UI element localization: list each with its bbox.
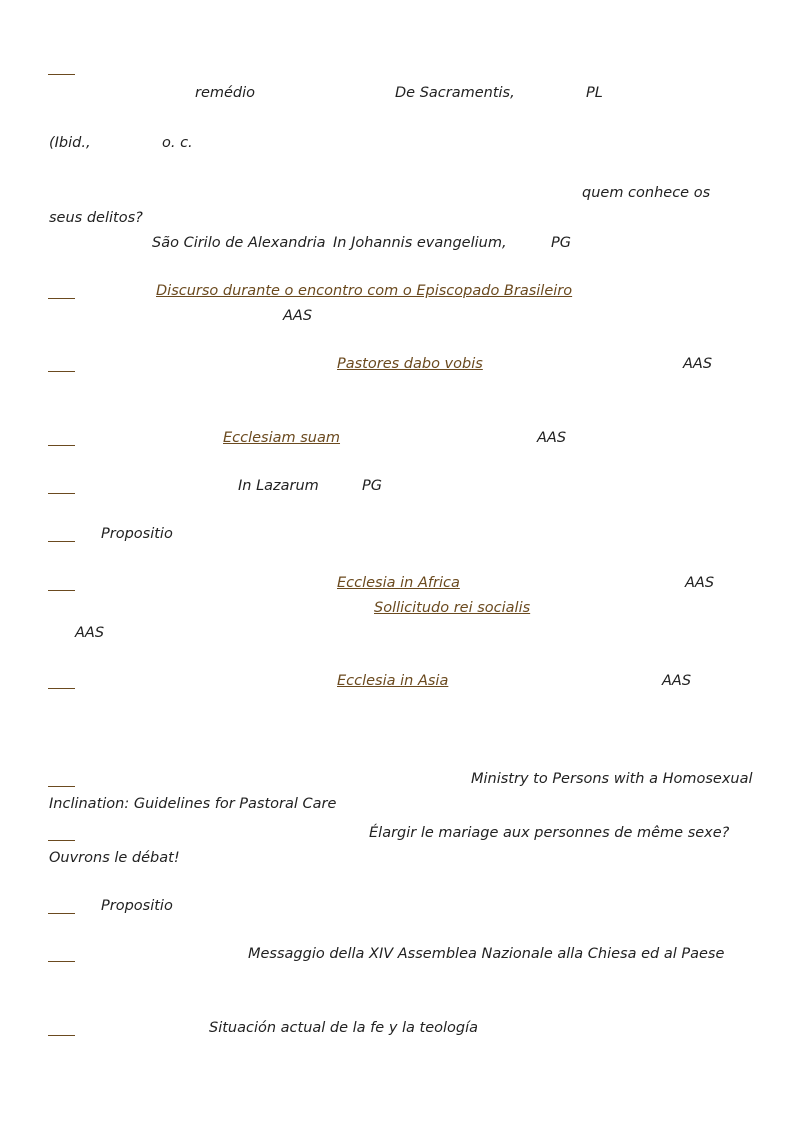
citation-fragment: seus delitos? [49, 210, 143, 226]
link-discurso[interactable]: Discurso durante o encontro com o Episcopado Brasileiro [156, 283, 573, 299]
footnote-rule [48, 74, 75, 75]
citation-title: In Lazarum [238, 478, 319, 494]
footnote-rule [48, 961, 75, 962]
citation-title: Élargir le mariage aux personnes de même sexe? [369, 825, 730, 841]
footnote-rule [48, 688, 75, 689]
citation-source: PG [551, 235, 571, 251]
citation-author: São Cirilo de Alexandria [152, 235, 326, 251]
footnote-rule [48, 786, 75, 787]
link-ecclesia-in-africa[interactable]: Ecclesia in Africa [337, 575, 460, 591]
footnote-rule [48, 840, 75, 841]
link-ecclesiam-suam[interactable]: Ecclesiam suam [223, 430, 341, 446]
citation-title: De Sacramentis, [395, 85, 515, 101]
citation-title: Messaggio della XIV Assemblea Nazionale alla Chiesa ed al Paese [248, 946, 725, 962]
footnote-rule [48, 493, 75, 494]
footnote-rule [48, 541, 75, 542]
citation-source: AAS [537, 430, 567, 446]
citation-source: AAS [683, 356, 713, 372]
citation-source: AAS [662, 673, 692, 689]
citation-source: AAS [283, 308, 313, 324]
footnote-rule [48, 371, 75, 372]
citation-source: PL [586, 85, 603, 101]
citation-fragment: Propositio [101, 526, 173, 542]
citation-fragment: Propositio [101, 898, 173, 914]
citation-title: Ministry to Persons with a Homosexual [471, 771, 753, 787]
citation-fragment: remédio [195, 85, 256, 101]
citation-title: Situación actual de la fe y la teología [209, 1020, 479, 1036]
citation-source: AAS [685, 575, 715, 591]
footnote-rule [48, 913, 75, 914]
link-ecclesia-in-asia[interactable]: Ecclesia in Asia [337, 673, 449, 689]
citation-title: Ouvrons le débat! [49, 850, 180, 866]
citation-title: In Johannis evangelium, [333, 235, 507, 251]
footnote-rule [48, 298, 75, 299]
footnote-rule [48, 1035, 75, 1036]
footnote-rule [48, 445, 75, 446]
citation-fragment: quem conhece os [582, 185, 711, 201]
citation-source: AAS [75, 625, 105, 641]
footnote-rule [48, 590, 75, 591]
link-pastores-dabo-vobis[interactable]: Pastores dabo vobis [337, 356, 483, 372]
citation-fragment: o. c. [162, 135, 193, 151]
citation-fragment: (Ibid., [49, 135, 91, 151]
citation-title: Inclination: Guidelines for Pastoral Care [49, 796, 337, 812]
link-sollicitudo-rei-socialis[interactable]: Sollicitudo rei socialis [374, 600, 531, 616]
citation-source: PG [362, 478, 382, 494]
